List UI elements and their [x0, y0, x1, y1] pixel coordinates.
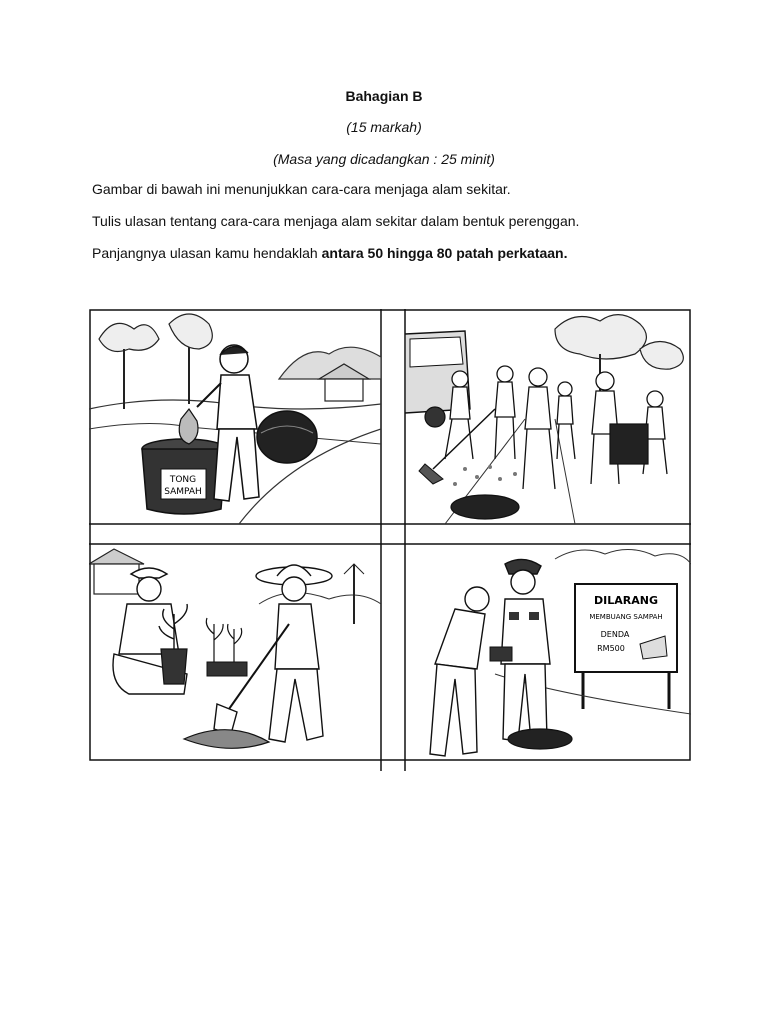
panel-throw-rubbish [89, 309, 381, 524]
panel-community-cleanup [405, 309, 691, 524]
instruction-3-prefix: Panjangnya ulasan kamu hendaklah [92, 245, 322, 261]
sign-line4: RM500 [597, 644, 625, 653]
instruction-3 [92, 245, 692, 261]
bin-label-line1: TONG [169, 475, 197, 485]
panel-throw-rubbish-drawing [89, 309, 381, 524]
word-count-requirement: antara 50 hingga 80 patah perkataan. [321, 245, 568, 261]
instruction-2: Tulis ulasan tentang cara-cara menjaga alam sekitar dalam bentuk perenggan. [92, 213, 580, 229]
sign-line1: DILARANG [594, 594, 658, 607]
bin-label-line2: SAMPAH [164, 487, 202, 497]
instruction-1: Gambar di bawah ini menunjukkan cara-cara menjaga alam sekitar. [92, 181, 511, 197]
illustration-grid [89, 309, 691, 761]
panel-community-cleanup-drawing [405, 309, 691, 524]
suggested-time: (Masa yang dicadangkan : 25 minit) [273, 151, 495, 167]
panel-no-littering-drawing [405, 544, 691, 761]
sign-line2: MEMBUANG SAMPAH [589, 613, 663, 621]
marks-label: (15 markah) [346, 119, 422, 135]
sign-line3: DENDA [600, 630, 630, 639]
section-title: Bahagian B [345, 88, 423, 104]
panel-planting-trees [89, 544, 381, 761]
panel-no-littering [405, 544, 691, 761]
panel-planting-trees-drawing [89, 544, 381, 761]
